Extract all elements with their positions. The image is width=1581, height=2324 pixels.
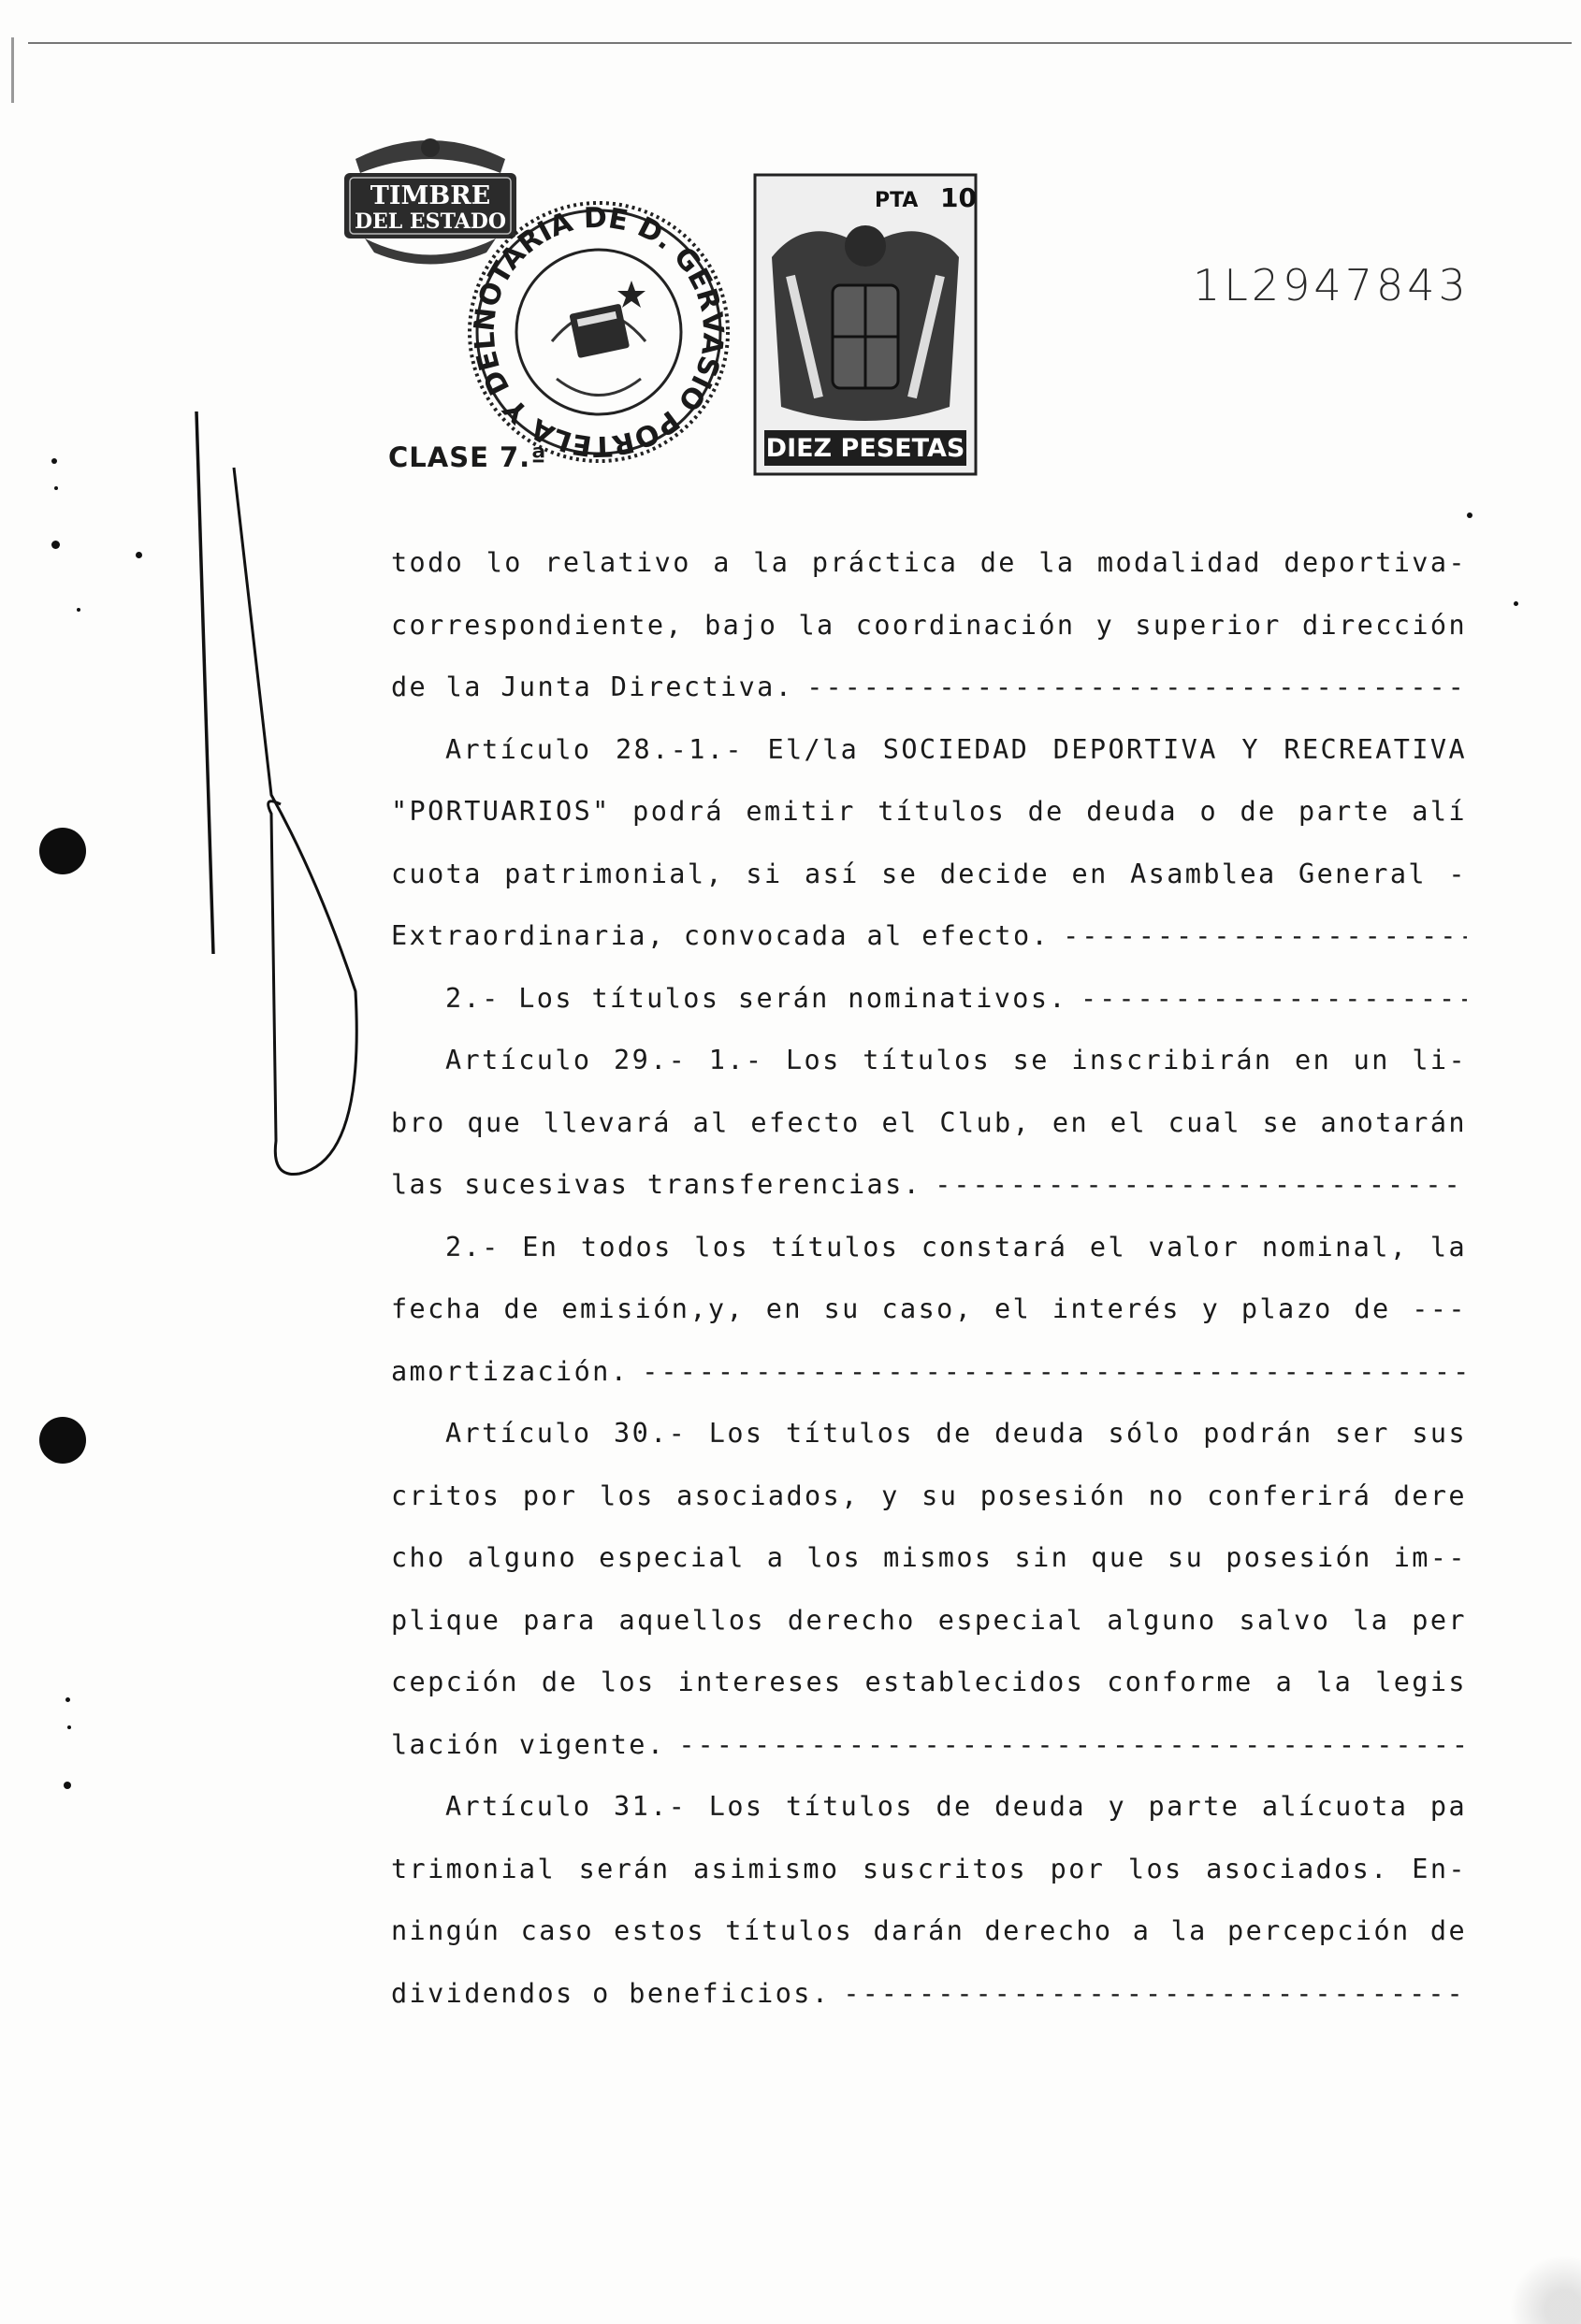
body-line: todo lo relativo a la práctica de la modalidad deportiva- [391,547,1467,578]
top-edge-rule [28,42,1572,44]
serial-number: 1L2947843 [1193,260,1470,310]
body-line: Artículo 31.- Los títulos de deuda y parte alícuota pa [445,1791,1467,1822]
body-line: lación vigente. ----- [391,1722,1467,1784]
body-line: amortización. ----- [391,1349,1467,1411]
fiscal-stamp-10-pesetas [753,173,978,477]
timbre-line2: DEL ESTADO [354,209,507,234]
body-line: correspondiente, bajo la coordinación y superior dirección [391,609,1467,641]
fiscal-currency: PTA [875,189,919,212]
notary-seal [463,192,734,472]
body-line: bro que llevará al efecto el Club, en el cual se anotarán [391,1106,1467,1138]
timbre-line1: TIMBRE [370,181,491,210]
body-line: critos por los asociados, y su posesión no conferirá dere [391,1480,1467,1511]
body-line: las sucesivas transferencias. ----- [391,1162,1467,1224]
clase-label: CLASE 7.ª [388,441,547,473]
body-line: 2.- En todos los títulos constará el valor nominal, la [445,1231,1467,1263]
punch-hole-bottom [39,1417,86,1464]
left-edge-rule [11,37,14,103]
notary-seal-text: NOTARIA DE D. GERVASIO PORTELA Y DEL [468,201,730,463]
margin-signature [178,393,393,1197]
body-line: cuota patrimonial, si así se decide en Asamblea General - [391,858,1467,889]
body-line: Artículo 30.- Los títulos de deuda sólo podrán ser sus [445,1418,1467,1449]
body-line: Extraordinaria, convocada al efecto. ----- [391,913,1467,975]
body-line: trimonial serán asimismo suscritos por los asociados. En- [391,1853,1467,1884]
fiscal-value-text: DIEZ PESETAS [765,434,965,463]
body-line: cepción de los intereses establecidos conforme a la legis [391,1667,1467,1697]
body-line: "PORTUARIOS" podrá emitir títulos de deuda o de parte alí [391,796,1467,827]
body-line: Artículo 28.-1.- El/la SOCIEDAD DEPORTIVA Y RECREATIVA [445,733,1467,765]
body-line: Artículo 29.- 1.- Los títulos se inscribirán en un li- [445,1045,1467,1075]
body-line: cho alguno especial a los mismos sin que su posesión im-- [391,1542,1467,1573]
body-line: fecha de emisión,y, en su caso, el interés y plazo de --- [391,1293,1467,1324]
fiscal-amount: 10 [940,182,977,213]
body-line: de la Junta Directiva. ----- [391,664,1467,727]
body-line: plique para aquellos derecho especial alguno salvo la per [391,1604,1467,1636]
body-line: ningún caso estos títulos darán derecho a la percepción de [391,1915,1467,1946]
paper-corner-smudge [1497,2249,1581,2324]
document-body [391,540,1467,2032]
body-line: 2.- Los títulos serán nominativos. ----- [391,975,1467,1038]
body-line: dividendos o beneficios. ----- [391,1970,1467,2033]
punch-hole-top [39,828,86,874]
